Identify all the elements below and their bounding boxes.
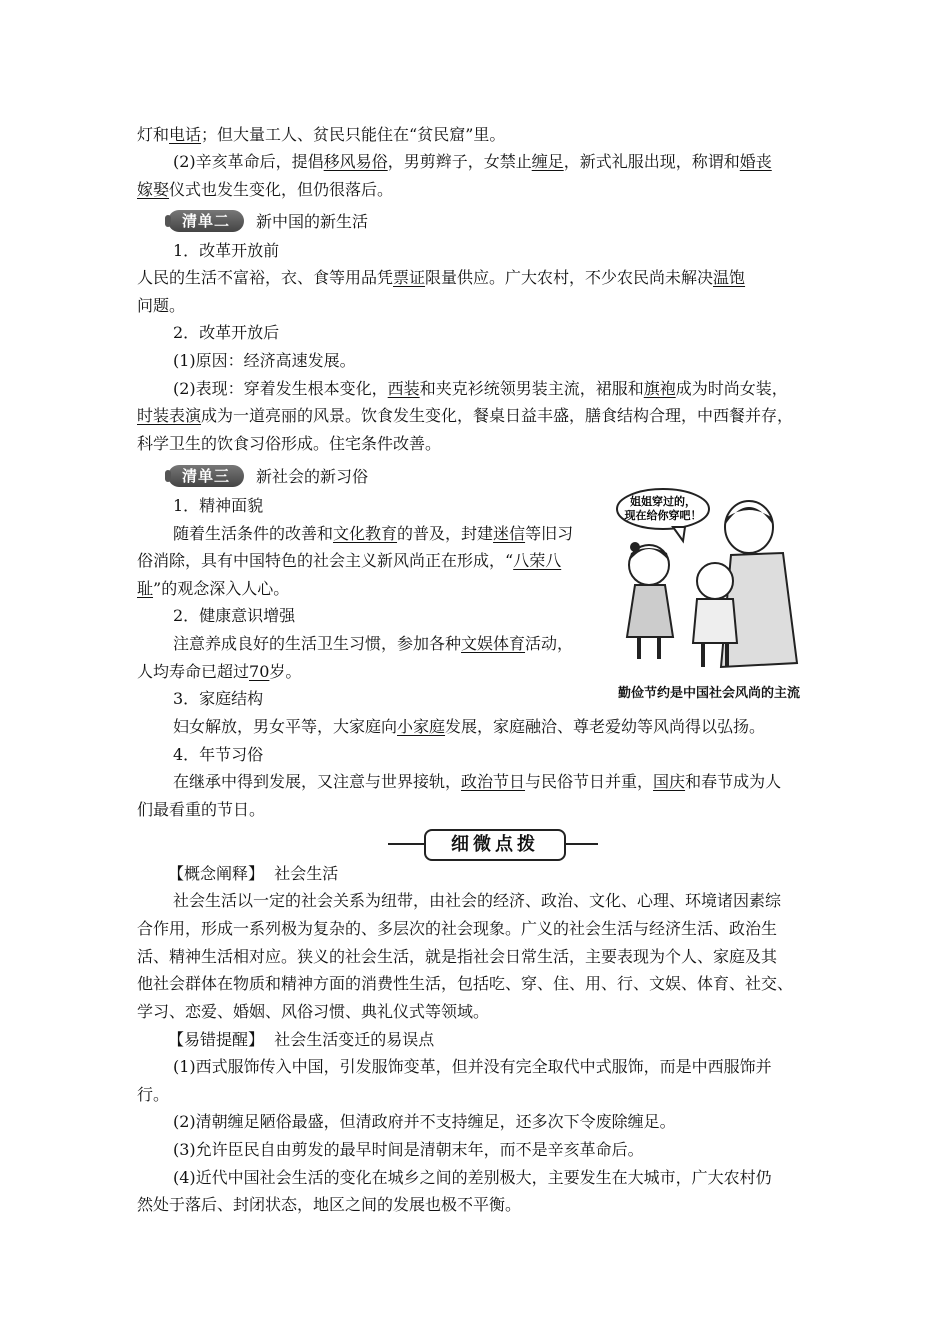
bubble-text-1: 姐姐穿过的， [630,495,696,508]
text-line: 科学卫生的饮食习俗形成。住宅条件改善。 [137,434,442,453]
text-line: 4．年节习俗 [173,745,264,764]
text-line: 随着生活条件的改善和文化教育的普及，封建迷信等旧习 [173,524,574,543]
text-line: 3．家庭结构 [173,689,264,708]
text-line: 【概念阐释】 社会生活 [168,864,339,883]
section-badge: 清单三 [168,465,244,487]
bubble-text-2: 现在给你穿吧！ [624,509,702,522]
text-line: 2．健康意识增强 [173,606,296,625]
text-line: (3)允许臣民自由剪发的最早时间是清朝末年，而不是辛亥革命后。 [173,1140,644,1159]
text-line: 嫁娶仪式也发生变化，但仍很落后。 [137,180,394,199]
text-line: (2)清朝缠足陋俗最盛，但清政府并不支持缠足，还多次下令废除缠足。 [173,1112,676,1131]
text-line: (2)表现：穿着发生根本变化，西装和夹克衫统领男装主流，裙服和旗袍成为时尚女装， [173,379,788,398]
text-line: 们最看重的节日。 [137,800,266,819]
text-line: 【易错提醒】 社会生活变迁的易误点 [168,1030,435,1049]
text-line: 然处于落后、封闭状态，地区之间的发展也极不平衡。 [137,1195,522,1214]
section-title: 新中国的新生活 [256,212,369,231]
section-badge: 清单二 [168,210,244,232]
section-banner [388,829,598,859]
text-line: 学习、恋爱、婚姻、风俗习惯、典礼仪式等领域。 [137,1002,490,1021]
text-line: 问题。 [137,296,186,315]
text-line: 时装表演成为一道亮丽的风景。饮食发生变化，餐桌日益丰盛，膳食结构合理，中西餐并存， [137,406,794,425]
section-title: 新社会的新习俗 [256,467,369,486]
text-line: 妇女解放，男女平等，大家庭向小家庭发展，家庭融洽、尊老爱幼等风尚得以弘扬。 [173,717,766,736]
banner-label: 细微点拨 [424,829,566,861]
text-line: 1．精神面貌 [173,496,264,515]
family-illustration [611,487,815,673]
text-line: 活、精神生活相对应。狭义的社会生活，就是指社会日常生活，主要表现为个人、家庭及其 [137,947,778,966]
text-line: 灯和电话；但大量工人、贫民只能住在“贫民窟”里。 [137,125,506,144]
figure-caption: 勤俭节约是中国社会风尚的主流 [618,686,801,701]
text-line: 社会生活以一定的社会关系为纽带，由社会的经济、政治、文化、心理、环境诸因素综 [173,891,782,910]
text-line: 他社会群体在物质和精神方面的消费性生活，包括吃、穿、住、用、行、文娱、体育、社交、 [137,974,794,993]
text-line: 1．改革开放前 [173,241,280,260]
text-line: 行。 [137,1085,170,1104]
text-line: (2)辛亥革命后，提倡移风易俗，男剪辫子，女禁止缠足，新式礼服出现，称谓和婚丧 [173,152,772,171]
text-line: (1)西式服饰传入中国，引发服饰变革，但并没有完全取代中式服饰，而是中西服饰并 [173,1057,772,1076]
text-line: (1)原因：经济高速发展。 [173,351,356,370]
text-line: 人均寿命已超过70岁。 [137,662,302,681]
text-line: 人民的生活不富裕，衣、食等用品凭票证限量供应。广大农村，不少农民尚未解决温饱 [137,268,746,287]
text-line: 耻”的观念深入人心。 [137,579,290,598]
text-line: 注意养成良好的生活卫生习惯，参加各种文娱体育活动， [173,634,574,653]
text-line: 在继承中得到发展，又注意与世界接轨，政治节日与民俗节日并重，国庆和春节成为人 [173,772,782,791]
text-line: 2．改革开放后 [173,323,280,342]
text-line: 合作用，形成一系列极为复杂的、多层次的社会现象。广义的社会生活与经济生活、政治生 [137,919,778,938]
text-line: 俗消除，具有中国特色的社会主义新风尚正在形成，“八荣八 [137,551,562,570]
text-line: (4)近代中国社会生活的变化在城乡之间的差别极大，主要发生在大城市，广大农村仍 [173,1168,772,1187]
